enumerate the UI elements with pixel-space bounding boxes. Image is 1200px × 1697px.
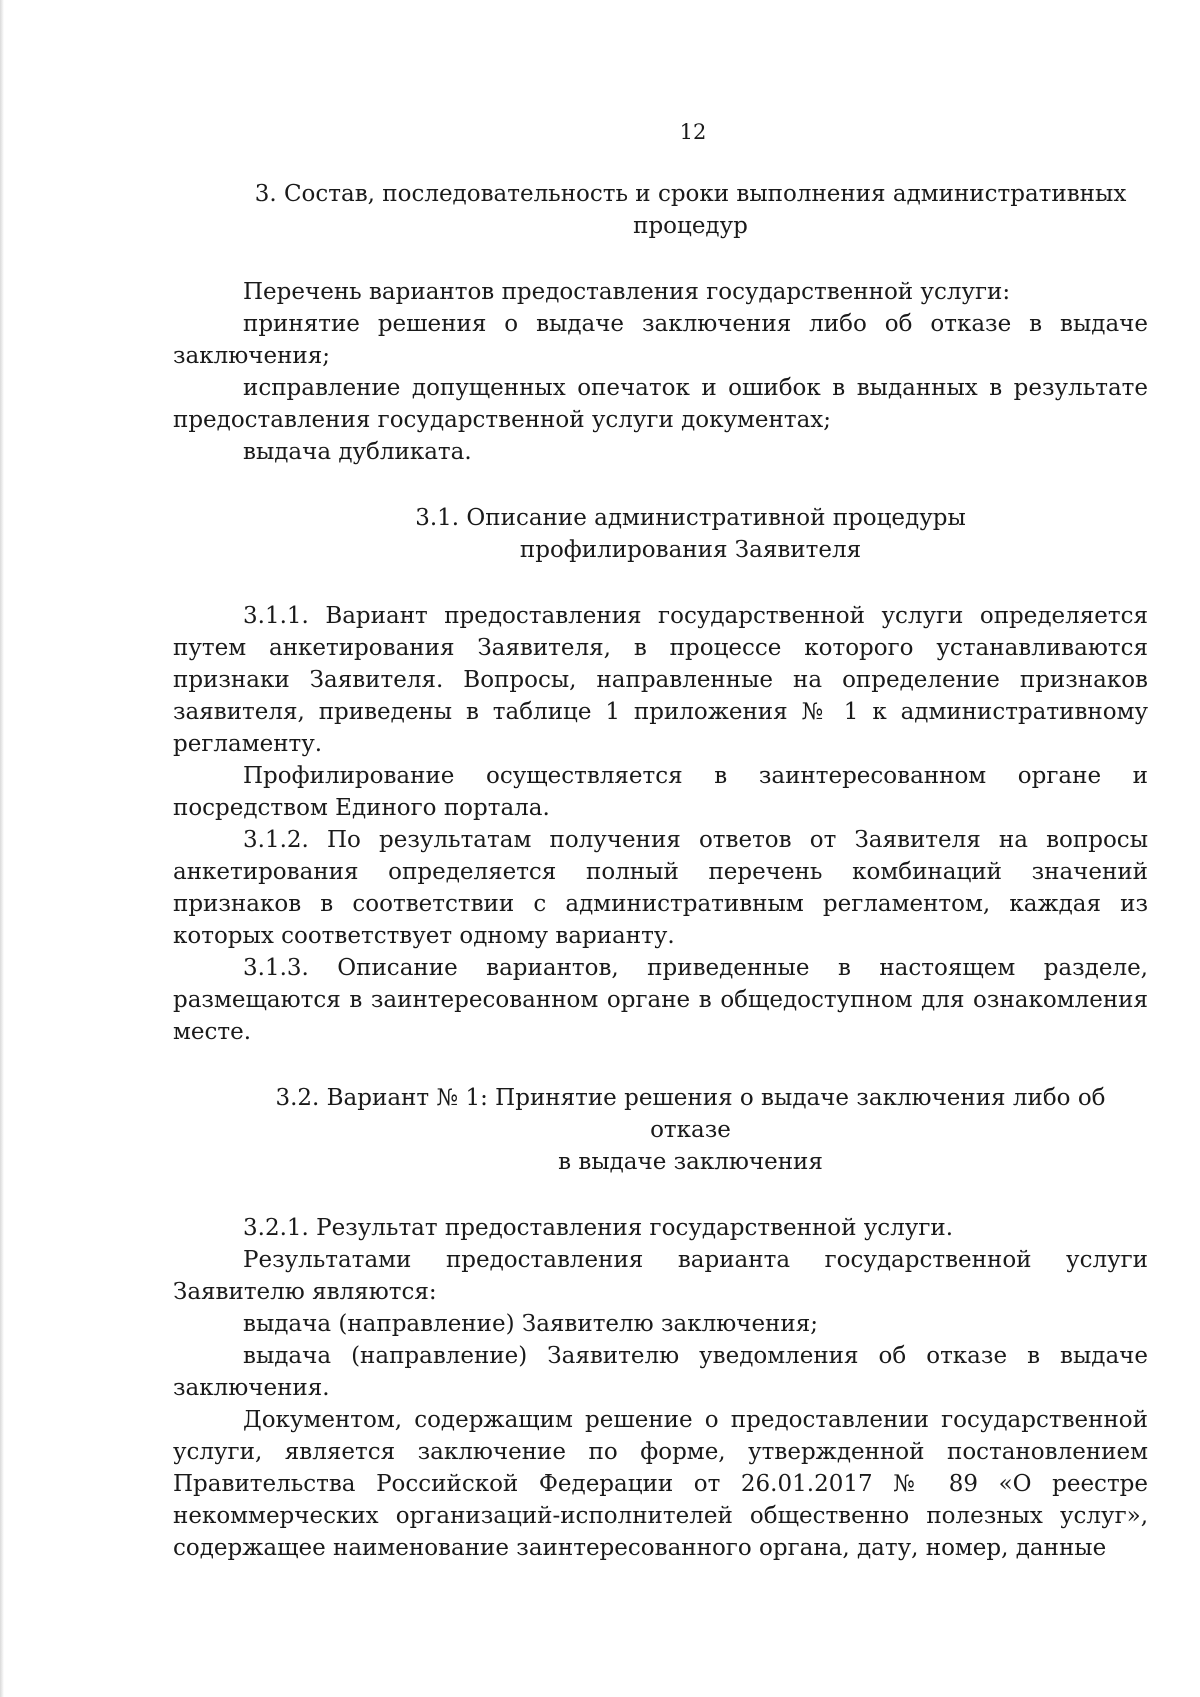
- scan-edge-shadow: [0, 0, 4, 1697]
- section-3-title-line1: 3. Состав, последовательность и сроки выполнения административных: [254, 181, 1127, 207]
- section-3-1-title-line2: профилирования Заявителя: [519, 537, 862, 563]
- paragraph-3-1-1: 3.1.1. Вариант предоставления государственной услуги определяется путем анкетирования Заявителя, в процессе которого устанавливаются признаки Заявителя. Вопросы, направленные на определение признаков заявителя, приведены в таблице 1 приложения № 1 к административному регламенту.: [173, 603, 1148, 757]
- paragraph-profiling: Профилирование осуществляется в заинтересованном органе и посредством Единого портала.: [173, 763, 1148, 821]
- paragraph-3-1-3: 3.1.3. Описание вариантов, приведенные в настоящем разделе, размещаются в заинтересованном органе в общедоступном для ознакомления месте.: [173, 955, 1148, 1045]
- document-body: [173, 178, 1148, 1564]
- page-number: 12: [679, 120, 707, 144]
- section-3-1-body: [173, 600, 1148, 1048]
- section-3-item-2: исправление допущенных опечаток и ошибок в выданных в результате предоставления государственной услуги документах;: [173, 375, 1148, 433]
- paragraph-3-2-1: 3.2.1. Результат предоставления государственной услуги.: [243, 1215, 954, 1241]
- section-3-2-title-line1: 3.2. Вариант № 1: Принятие решения о выдаче заключения либо об отказе: [275, 1085, 1106, 1143]
- section-3-2-title-line2: в выдаче заключения: [558, 1149, 823, 1175]
- section-3-1-heading: [173, 502, 1148, 566]
- section-3-2-heading: [173, 1082, 1148, 1178]
- paragraph-result-refusal: выдача (направление) Заявителю уведомления об отказе в выдаче заключения.: [173, 1343, 1148, 1401]
- section-3-2-body: [173, 1212, 1148, 1564]
- section-3-heading: [173, 178, 1148, 242]
- section-3-item-3: выдача дубликата.: [243, 439, 472, 465]
- section-3-title-line2: процедур: [633, 213, 748, 239]
- paragraph-decision-document: Документом, содержащим решение о предоставлении государственной услуги, является заключение по форме, утвержденной постановлением Правительства Российской Федерации от 26.01.2017 № 89 «О реестре некоммерческих организаций-исполнителей общественно полезных услуг», содержащее наименование заинтересованного органа, дату, номер, данные: [173, 1407, 1148, 1561]
- paragraph-3-1-2: 3.1.2. По результатам получения ответов от Заявителя на вопросы анкетирования определяется полный перечень комбинаций значений признаков в соответствии с административным регламентом, каждая из которых соответствует одному варианту.: [173, 827, 1148, 949]
- section-3-body: [173, 276, 1148, 468]
- paragraph-results: Результатами предоставления варианта государственной услуги Заявителю являются:: [173, 1247, 1148, 1305]
- paragraph-result-conclusion: выдача (направление) Заявителю заключения;: [243, 1311, 818, 1337]
- section-3-item-1: принятие решения о выдаче заключения либо об отказе в выдаче заключения;: [173, 311, 1148, 369]
- section-3-1-title-line1: 3.1. Описание административной процедуры: [415, 505, 966, 531]
- section-3-intro: Перечень вариантов предоставления государственной услуги:: [243, 279, 1011, 305]
